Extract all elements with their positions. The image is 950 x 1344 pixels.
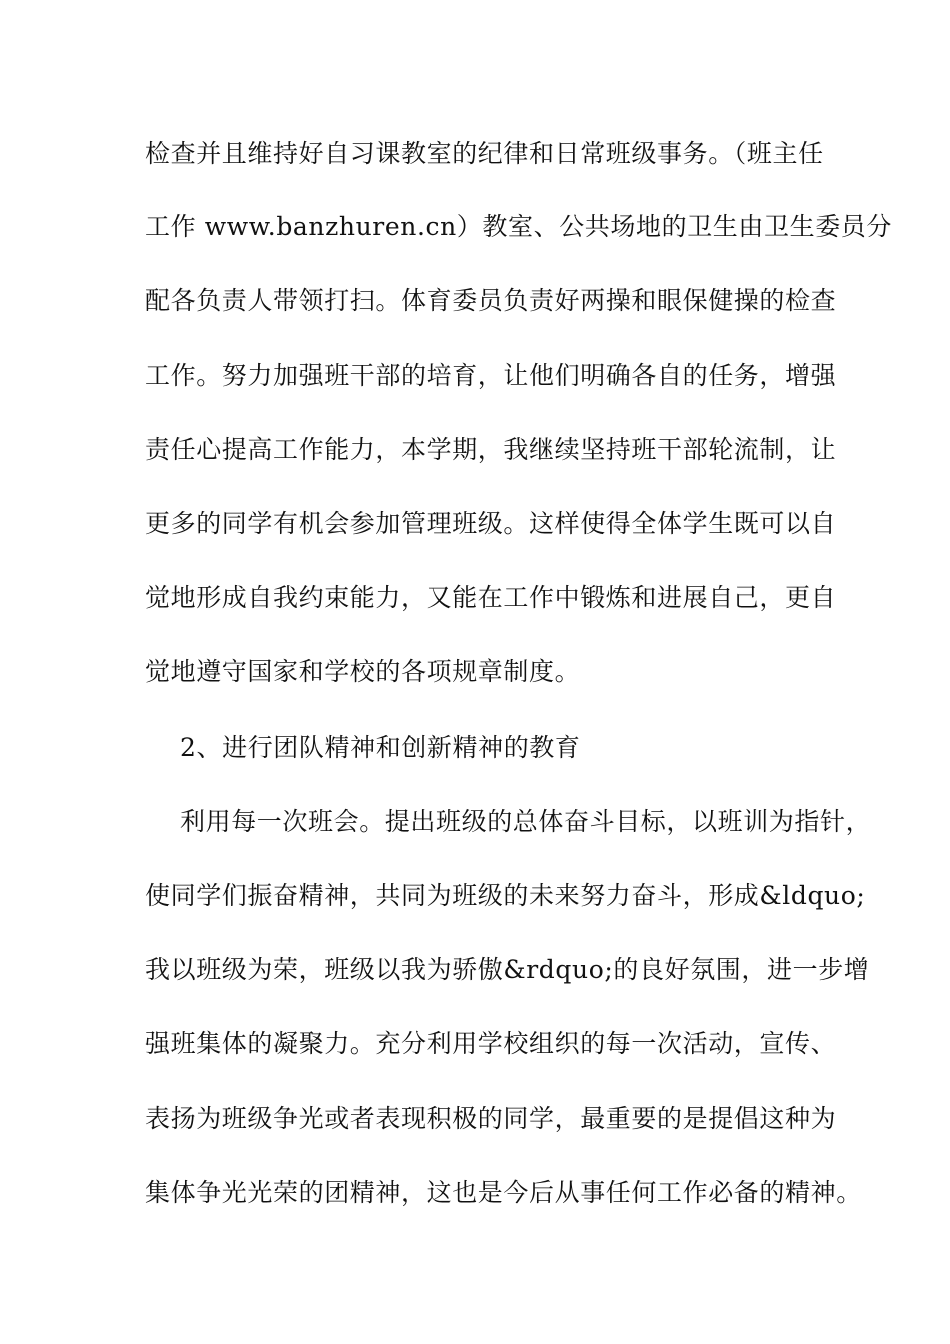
paragraph-line: 配各负责人带领打扫。体育委员负责好两操和眼保健操的检查	[145, 286, 837, 315]
paragraph-line: 集体争光光荣的团精神，这也是今后从事任何工作必备的精神。	[145, 1178, 862, 1207]
paragraph-line: 责任心提高工作能力，本学期，我继续坚持班干部轮流制，让	[145, 435, 837, 464]
paragraph-line: 表扬为班级争光或者表现积极的同学，最重要的是提倡这种为	[145, 1104, 837, 1133]
paragraph-line: 觉地遵守国家和学校的各项规章制度。	[145, 657, 581, 686]
paragraph-line: 更多的同学有机会参加管理班级。这样使得全体学生既可以自	[145, 509, 837, 538]
paragraph-line: 检查并且维持好自习课教室的纪律和日常班级事务。（班主任	[145, 139, 824, 168]
paragraph-first-line: 利用每一次班会。提出班级的总体奋斗目标，以班训为指针，	[180, 807, 872, 836]
section-heading: 2、进行团队精神和创新精神的教育	[180, 733, 581, 762]
paragraph-line: 我以班级为荣，班级以我为骄傲&rdquo;的良好氛围，进一步增	[145, 955, 870, 984]
paragraph-line: 使同学们振奋精神，共同为班级的未来努力奋斗，形成&ldquo;	[145, 881, 866, 910]
paragraph-line: 强班集体的凝聚力。充分利用学校组织的每一次活动，宣传、	[145, 1029, 837, 1058]
paragraph-line: 觉地形成自我约束能力，又能在工作中锻炼和进展自己，更自	[145, 583, 837, 612]
paragraph-line: 工作。努力加强班干部的培育，让他们明确各自的任务，增强	[145, 361, 837, 390]
paragraph-line: 工作 www.banzhuren.cn）教室、公共场地的卫生由卫生委员分	[145, 212, 893, 241]
